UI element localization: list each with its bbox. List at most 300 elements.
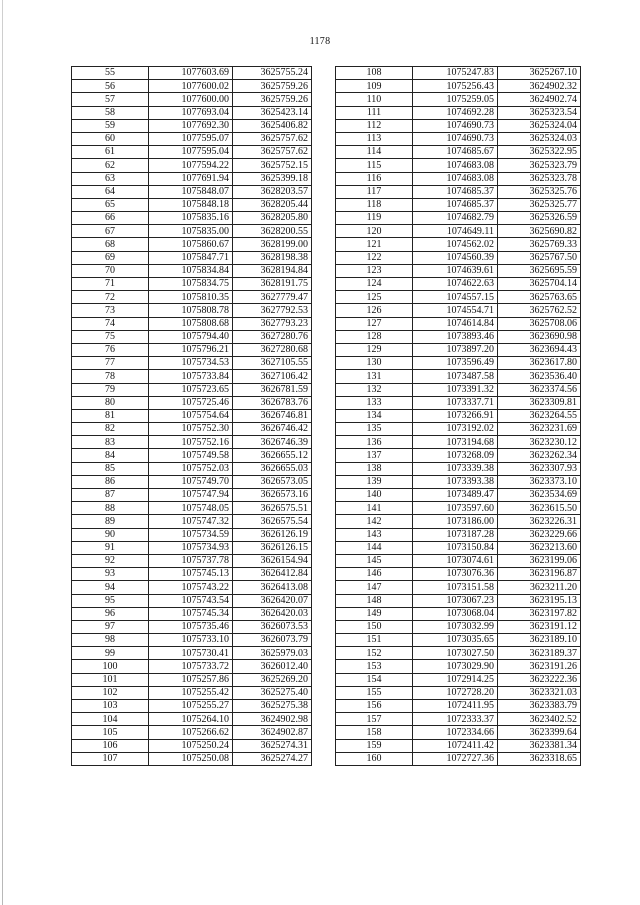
table-row bbox=[72, 620, 312, 633]
table-row bbox=[72, 673, 312, 686]
y-coordinate-cell: 3626573.05 bbox=[233, 475, 312, 488]
y-coordinate-cell: 3627105.55 bbox=[233, 357, 312, 370]
x-coordinate-cell: 1073893.46 bbox=[413, 330, 498, 343]
table-row bbox=[72, 264, 312, 277]
x-coordinate-cell: 1075730.41 bbox=[149, 647, 233, 660]
point-number-cell: 120 bbox=[336, 225, 413, 238]
x-coordinate-cell: 1075737.78 bbox=[149, 554, 233, 567]
y-coordinate-cell: 3623222.36 bbox=[498, 673, 581, 686]
table-row bbox=[336, 502, 581, 515]
table-row bbox=[72, 212, 312, 225]
table-row bbox=[72, 80, 312, 93]
point-number-cell: 96 bbox=[72, 607, 149, 620]
point-number-cell: 59 bbox=[72, 119, 149, 132]
point-number-cell: 146 bbox=[336, 568, 413, 581]
y-coordinate-cell: 3623381.34 bbox=[498, 739, 581, 752]
y-coordinate-cell: 3624902.98 bbox=[233, 713, 312, 726]
x-coordinate-cell: 1073029.90 bbox=[413, 660, 498, 673]
x-coordinate-cell: 1075834.84 bbox=[149, 264, 233, 277]
y-coordinate-cell: 3624902.87 bbox=[233, 726, 312, 739]
table-row bbox=[336, 343, 581, 356]
x-coordinate-cell: 1075725.46 bbox=[149, 396, 233, 409]
table-row bbox=[336, 159, 581, 172]
point-number-cell: 111 bbox=[336, 106, 413, 119]
point-number-cell: 126 bbox=[336, 304, 413, 317]
y-coordinate-cell: 3623196.87 bbox=[498, 568, 581, 581]
table-row bbox=[336, 291, 581, 304]
x-coordinate-cell: 1073186.00 bbox=[413, 515, 498, 528]
table-row bbox=[336, 93, 581, 106]
y-coordinate-cell: 3623226.31 bbox=[498, 515, 581, 528]
x-coordinate-cell: 1072727.36 bbox=[413, 752, 498, 765]
y-coordinate-cell: 3625406.82 bbox=[233, 119, 312, 132]
x-coordinate-cell: 1074685.37 bbox=[413, 198, 498, 211]
y-coordinate-cell: 3623321.03 bbox=[498, 686, 581, 699]
x-coordinate-cell: 1077600.02 bbox=[149, 80, 233, 93]
point-number-cell: 124 bbox=[336, 278, 413, 291]
x-coordinate-cell: 1075794.40 bbox=[149, 330, 233, 343]
table-row bbox=[72, 409, 312, 422]
point-number-cell: 85 bbox=[72, 462, 149, 475]
x-coordinate-cell: 1074683.08 bbox=[413, 172, 498, 185]
table-row bbox=[336, 660, 581, 673]
point-number-cell: 108 bbox=[336, 67, 413, 80]
point-number-cell: 82 bbox=[72, 423, 149, 436]
table-row bbox=[72, 475, 312, 488]
y-coordinate-cell: 3623230.12 bbox=[498, 436, 581, 449]
x-coordinate-cell: 1073897.20 bbox=[413, 343, 498, 356]
y-coordinate-cell: 3625690.82 bbox=[498, 225, 581, 238]
table-row bbox=[72, 330, 312, 343]
x-coordinate-cell: 1075734.93 bbox=[149, 541, 233, 554]
x-coordinate-cell: 1075847.71 bbox=[149, 251, 233, 264]
point-number-cell: 128 bbox=[336, 330, 413, 343]
y-coordinate-cell: 3627793.23 bbox=[233, 317, 312, 330]
table-row bbox=[72, 502, 312, 515]
point-number-cell: 65 bbox=[72, 198, 149, 211]
x-coordinate-cell: 1073067.23 bbox=[413, 594, 498, 607]
y-coordinate-cell: 3628199.00 bbox=[233, 238, 312, 251]
y-coordinate-cell: 3626154.94 bbox=[233, 554, 312, 567]
x-coordinate-cell: 1077600.00 bbox=[149, 93, 233, 106]
x-coordinate-cell: 1073076.36 bbox=[413, 568, 498, 581]
point-number-cell: 73 bbox=[72, 304, 149, 317]
x-coordinate-cell: 1072411.95 bbox=[413, 700, 498, 713]
table-row bbox=[72, 554, 312, 567]
y-coordinate-cell: 3627106.42 bbox=[233, 370, 312, 383]
point-number-cell: 114 bbox=[336, 146, 413, 159]
y-coordinate-cell: 3625762.52 bbox=[498, 304, 581, 317]
y-coordinate-cell: 3625323.54 bbox=[498, 106, 581, 119]
x-coordinate-cell: 1075752.03 bbox=[149, 462, 233, 475]
table-row bbox=[72, 647, 312, 660]
x-coordinate-cell: 1073597.60 bbox=[413, 502, 498, 515]
table-row bbox=[72, 396, 312, 409]
table-row bbox=[72, 291, 312, 304]
x-coordinate-cell: 1073487.58 bbox=[413, 370, 498, 383]
table-row bbox=[336, 620, 581, 633]
point-number-cell: 74 bbox=[72, 317, 149, 330]
table-row bbox=[72, 278, 312, 291]
point-number-cell: 135 bbox=[336, 423, 413, 436]
x-coordinate-cell: 1075745.34 bbox=[149, 607, 233, 620]
point-number-cell: 97 bbox=[72, 620, 149, 633]
x-coordinate-cell: 1073192.02 bbox=[413, 423, 498, 436]
table-row bbox=[336, 278, 581, 291]
y-coordinate-cell: 3623536.40 bbox=[498, 370, 581, 383]
table-row bbox=[72, 93, 312, 106]
x-coordinate-cell: 1075733.72 bbox=[149, 660, 233, 673]
table-row bbox=[72, 436, 312, 449]
point-number-cell: 152 bbox=[336, 647, 413, 660]
x-coordinate-cell: 1073339.38 bbox=[413, 462, 498, 475]
x-coordinate-cell: 1075743.54 bbox=[149, 594, 233, 607]
table-row bbox=[336, 449, 581, 462]
table-row bbox=[72, 343, 312, 356]
x-coordinate-cell: 1073074.61 bbox=[413, 554, 498, 567]
y-coordinate-cell: 3626412.84 bbox=[233, 568, 312, 581]
table-row bbox=[336, 541, 581, 554]
x-coordinate-cell: 1075748.05 bbox=[149, 502, 233, 515]
y-coordinate-cell: 3628194.84 bbox=[233, 264, 312, 277]
point-number-cell: 71 bbox=[72, 278, 149, 291]
x-coordinate-cell: 1075754.64 bbox=[149, 409, 233, 422]
table-row bbox=[72, 370, 312, 383]
point-number-cell: 118 bbox=[336, 198, 413, 211]
point-number-cell: 151 bbox=[336, 634, 413, 647]
point-number-cell: 106 bbox=[72, 739, 149, 752]
table-row bbox=[336, 700, 581, 713]
point-number-cell: 141 bbox=[336, 502, 413, 515]
table-row bbox=[336, 686, 581, 699]
y-coordinate-cell: 3623197.82 bbox=[498, 607, 581, 620]
table-row bbox=[336, 528, 581, 541]
table-row bbox=[72, 449, 312, 462]
table-row bbox=[72, 304, 312, 317]
y-coordinate-cell: 3623191.12 bbox=[498, 620, 581, 633]
x-coordinate-cell: 1073596.49 bbox=[413, 357, 498, 370]
point-number-cell: 121 bbox=[336, 238, 413, 251]
point-number-cell: 147 bbox=[336, 581, 413, 594]
table-row bbox=[72, 726, 312, 739]
y-coordinate-cell: 3623262.34 bbox=[498, 449, 581, 462]
point-number-cell: 62 bbox=[72, 159, 149, 172]
table-row bbox=[72, 423, 312, 436]
table-row bbox=[72, 739, 312, 752]
x-coordinate-cell: 1075808.78 bbox=[149, 304, 233, 317]
x-coordinate-cell: 1075259.05 bbox=[413, 93, 498, 106]
table-row bbox=[336, 647, 581, 660]
x-coordinate-cell: 1074690.73 bbox=[413, 132, 498, 145]
y-coordinate-cell: 3626575.54 bbox=[233, 515, 312, 528]
x-coordinate-cell: 1075255.27 bbox=[149, 700, 233, 713]
point-number-cell: 115 bbox=[336, 159, 413, 172]
point-number-cell: 138 bbox=[336, 462, 413, 475]
y-coordinate-cell: 3625324.04 bbox=[498, 119, 581, 132]
table-row bbox=[72, 594, 312, 607]
point-number-cell: 143 bbox=[336, 528, 413, 541]
y-coordinate-cell: 3625423.14 bbox=[233, 106, 312, 119]
table-row bbox=[336, 370, 581, 383]
x-coordinate-cell: 1075752.30 bbox=[149, 423, 233, 436]
point-number-cell: 76 bbox=[72, 343, 149, 356]
y-coordinate-cell: 3628191.75 bbox=[233, 278, 312, 291]
point-number-cell: 56 bbox=[72, 80, 149, 93]
x-coordinate-cell: 1075735.46 bbox=[149, 620, 233, 633]
x-coordinate-cell: 1075745.13 bbox=[149, 568, 233, 581]
y-coordinate-cell: 3625752.15 bbox=[233, 159, 312, 172]
x-coordinate-cell: 1073150.84 bbox=[413, 541, 498, 554]
y-coordinate-cell: 3623307.93 bbox=[498, 462, 581, 475]
x-coordinate-cell: 1075835.16 bbox=[149, 212, 233, 225]
point-number-cell: 113 bbox=[336, 132, 413, 145]
point-number-cell: 159 bbox=[336, 739, 413, 752]
y-coordinate-cell: 3625267.10 bbox=[498, 67, 581, 80]
y-coordinate-cell: 3625767.50 bbox=[498, 251, 581, 264]
x-coordinate-cell: 1075266.62 bbox=[149, 726, 233, 739]
table-row bbox=[336, 264, 581, 277]
table-row bbox=[336, 304, 581, 317]
point-number-cell: 86 bbox=[72, 475, 149, 488]
x-coordinate-cell: 1077691.94 bbox=[149, 172, 233, 185]
x-coordinate-cell: 1074690.73 bbox=[413, 119, 498, 132]
point-number-cell: 129 bbox=[336, 343, 413, 356]
table-row bbox=[72, 700, 312, 713]
x-coordinate-cell: 1072411.42 bbox=[413, 739, 498, 752]
x-coordinate-cell: 1075747.94 bbox=[149, 489, 233, 502]
y-coordinate-cell: 3623229.66 bbox=[498, 528, 581, 541]
y-coordinate-cell: 3626012.40 bbox=[233, 660, 312, 673]
point-number-cell: 66 bbox=[72, 212, 149, 225]
point-number-cell: 83 bbox=[72, 436, 149, 449]
point-number-cell: 63 bbox=[72, 172, 149, 185]
point-number-cell: 149 bbox=[336, 607, 413, 620]
scan-edge-line bbox=[2, 0, 3, 905]
x-coordinate-cell: 1075250.24 bbox=[149, 739, 233, 752]
point-number-cell: 154 bbox=[336, 673, 413, 686]
y-coordinate-cell: 3626781.59 bbox=[233, 383, 312, 396]
y-coordinate-cell: 3626420.03 bbox=[233, 607, 312, 620]
table-row bbox=[336, 185, 581, 198]
y-coordinate-cell: 3625704.14 bbox=[498, 278, 581, 291]
table-row bbox=[72, 568, 312, 581]
x-coordinate-cell: 1073187.28 bbox=[413, 528, 498, 541]
x-coordinate-cell: 1074692.28 bbox=[413, 106, 498, 119]
y-coordinate-cell: 3627280.76 bbox=[233, 330, 312, 343]
point-number-cell: 55 bbox=[72, 67, 149, 80]
table-row bbox=[336, 225, 581, 238]
point-number-cell: 107 bbox=[72, 752, 149, 765]
point-number-cell: 89 bbox=[72, 515, 149, 528]
y-coordinate-cell: 3626655.12 bbox=[233, 449, 312, 462]
x-coordinate-cell: 1072333.37 bbox=[413, 713, 498, 726]
y-coordinate-cell: 3625275.38 bbox=[233, 700, 312, 713]
point-number-cell: 157 bbox=[336, 713, 413, 726]
x-coordinate-cell: 1074622.63 bbox=[413, 278, 498, 291]
x-coordinate-cell: 1075848.18 bbox=[149, 198, 233, 211]
x-coordinate-cell: 1075834.75 bbox=[149, 278, 233, 291]
x-coordinate-cell: 1075256.43 bbox=[413, 80, 498, 93]
x-coordinate-cell: 1072334.66 bbox=[413, 726, 498, 739]
y-coordinate-cell: 3624902.32 bbox=[498, 80, 581, 93]
y-coordinate-cell: 3623694.43 bbox=[498, 343, 581, 356]
x-coordinate-cell: 1075860.67 bbox=[149, 238, 233, 251]
y-coordinate-cell: 3625323.78 bbox=[498, 172, 581, 185]
point-number-cell: 98 bbox=[72, 634, 149, 647]
y-coordinate-cell: 3623189.10 bbox=[498, 634, 581, 647]
y-coordinate-cell: 3628203.57 bbox=[233, 185, 312, 198]
point-number-cell: 142 bbox=[336, 515, 413, 528]
point-number-cell: 103 bbox=[72, 700, 149, 713]
y-coordinate-cell: 3625269.20 bbox=[233, 673, 312, 686]
y-coordinate-cell: 3627792.53 bbox=[233, 304, 312, 317]
table-row bbox=[336, 713, 581, 726]
table-row bbox=[72, 317, 312, 330]
x-coordinate-cell: 1077595.04 bbox=[149, 146, 233, 159]
table-row bbox=[336, 172, 581, 185]
point-number-cell: 104 bbox=[72, 713, 149, 726]
y-coordinate-cell: 3625274.31 bbox=[233, 739, 312, 752]
point-number-cell: 78 bbox=[72, 370, 149, 383]
point-number-cell: 69 bbox=[72, 251, 149, 264]
table-row bbox=[336, 423, 581, 436]
y-coordinate-cell: 3626575.51 bbox=[233, 502, 312, 515]
y-coordinate-cell: 3628198.38 bbox=[233, 251, 312, 264]
table-row bbox=[336, 67, 581, 80]
y-coordinate-cell: 3623534.69 bbox=[498, 489, 581, 502]
y-coordinate-cell: 3626746.42 bbox=[233, 423, 312, 436]
table-row bbox=[336, 673, 581, 686]
point-number-cell: 81 bbox=[72, 409, 149, 422]
page-number: 1178 bbox=[309, 36, 331, 47]
y-coordinate-cell: 3623383.79 bbox=[498, 700, 581, 713]
point-number-cell: 94 bbox=[72, 581, 149, 594]
x-coordinate-cell: 1073035.65 bbox=[413, 634, 498, 647]
coordinate-table-right bbox=[335, 66, 581, 766]
table-row bbox=[336, 594, 581, 607]
point-number-cell: 133 bbox=[336, 396, 413, 409]
y-coordinate-cell: 3626073.53 bbox=[233, 620, 312, 633]
point-number-cell: 102 bbox=[72, 686, 149, 699]
x-coordinate-cell: 1077693.04 bbox=[149, 106, 233, 119]
y-coordinate-cell: 3625979.03 bbox=[233, 647, 312, 660]
point-number-cell: 101 bbox=[72, 673, 149, 686]
y-coordinate-cell: 3625322.95 bbox=[498, 146, 581, 159]
table-row bbox=[72, 159, 312, 172]
y-coordinate-cell: 3626573.16 bbox=[233, 489, 312, 502]
y-coordinate-cell: 3625708.06 bbox=[498, 317, 581, 330]
point-number-cell: 72 bbox=[72, 291, 149, 304]
table-row bbox=[336, 106, 581, 119]
point-number-cell: 123 bbox=[336, 264, 413, 277]
table-row bbox=[336, 238, 581, 251]
table-row bbox=[336, 198, 581, 211]
point-number-cell: 132 bbox=[336, 383, 413, 396]
x-coordinate-cell: 1075796.21 bbox=[149, 343, 233, 356]
table-row bbox=[72, 198, 312, 211]
point-number-cell: 95 bbox=[72, 594, 149, 607]
y-coordinate-cell: 3623264.55 bbox=[498, 409, 581, 422]
x-coordinate-cell: 1074639.61 bbox=[413, 264, 498, 277]
point-number-cell: 150 bbox=[336, 620, 413, 633]
table-row bbox=[336, 317, 581, 330]
y-coordinate-cell: 3626783.76 bbox=[233, 396, 312, 409]
x-coordinate-cell: 1077594.22 bbox=[149, 159, 233, 172]
point-number-cell: 79 bbox=[72, 383, 149, 396]
x-coordinate-cell: 1073068.04 bbox=[413, 607, 498, 620]
x-coordinate-cell: 1075723.65 bbox=[149, 383, 233, 396]
table-row bbox=[336, 132, 581, 145]
x-coordinate-cell: 1077692.30 bbox=[149, 119, 233, 132]
y-coordinate-cell: 3625757.62 bbox=[233, 146, 312, 159]
y-coordinate-cell: 3625695.59 bbox=[498, 264, 581, 277]
x-coordinate-cell: 1074683.08 bbox=[413, 159, 498, 172]
x-coordinate-cell: 1072914.25 bbox=[413, 673, 498, 686]
y-coordinate-cell: 3626126.19 bbox=[233, 528, 312, 541]
table-row bbox=[72, 607, 312, 620]
point-number-cell: 117 bbox=[336, 185, 413, 198]
x-coordinate-cell: 1073032.99 bbox=[413, 620, 498, 633]
point-number-cell: 145 bbox=[336, 554, 413, 567]
point-number-cell: 160 bbox=[336, 752, 413, 765]
table-row bbox=[336, 409, 581, 422]
point-number-cell: 134 bbox=[336, 409, 413, 422]
point-number-cell: 110 bbox=[336, 93, 413, 106]
y-coordinate-cell: 3628200.55 bbox=[233, 225, 312, 238]
table-row bbox=[72, 462, 312, 475]
x-coordinate-cell: 1074562.02 bbox=[413, 238, 498, 251]
x-coordinate-cell: 1077603.69 bbox=[149, 67, 233, 80]
y-coordinate-cell: 3628205.44 bbox=[233, 198, 312, 211]
table-row bbox=[72, 132, 312, 145]
x-coordinate-cell: 1073337.71 bbox=[413, 396, 498, 409]
y-coordinate-cell: 3623309.81 bbox=[498, 396, 581, 409]
point-number-cell: 87 bbox=[72, 489, 149, 502]
y-coordinate-cell: 3623189.37 bbox=[498, 647, 581, 660]
table-row bbox=[72, 713, 312, 726]
table-row bbox=[72, 581, 312, 594]
table-row bbox=[72, 357, 312, 370]
point-number-cell: 68 bbox=[72, 238, 149, 251]
point-number-cell: 92 bbox=[72, 554, 149, 567]
y-coordinate-cell: 3626746.39 bbox=[233, 436, 312, 449]
table-row bbox=[336, 383, 581, 396]
y-coordinate-cell: 3623318.65 bbox=[498, 752, 581, 765]
table-row bbox=[72, 146, 312, 159]
point-number-cell: 84 bbox=[72, 449, 149, 462]
table-row bbox=[336, 739, 581, 752]
x-coordinate-cell: 1075247.83 bbox=[413, 67, 498, 80]
x-coordinate-cell: 1075743.22 bbox=[149, 581, 233, 594]
point-number-cell: 90 bbox=[72, 528, 149, 541]
table-row bbox=[336, 396, 581, 409]
table-row bbox=[72, 67, 312, 80]
x-coordinate-cell: 1074557.15 bbox=[413, 291, 498, 304]
x-coordinate-cell: 1074682.79 bbox=[413, 212, 498, 225]
table-row bbox=[336, 146, 581, 159]
table-row bbox=[336, 462, 581, 475]
x-coordinate-cell: 1075810.35 bbox=[149, 291, 233, 304]
x-coordinate-cell: 1073194.68 bbox=[413, 436, 498, 449]
table-row bbox=[336, 489, 581, 502]
table-row bbox=[336, 80, 581, 93]
point-number-cell: 67 bbox=[72, 225, 149, 238]
y-coordinate-cell: 3623374.56 bbox=[498, 383, 581, 396]
x-coordinate-cell: 1074554.71 bbox=[413, 304, 498, 317]
x-coordinate-cell: 1075749.70 bbox=[149, 475, 233, 488]
x-coordinate-cell: 1075752.16 bbox=[149, 436, 233, 449]
table-row bbox=[336, 330, 581, 343]
